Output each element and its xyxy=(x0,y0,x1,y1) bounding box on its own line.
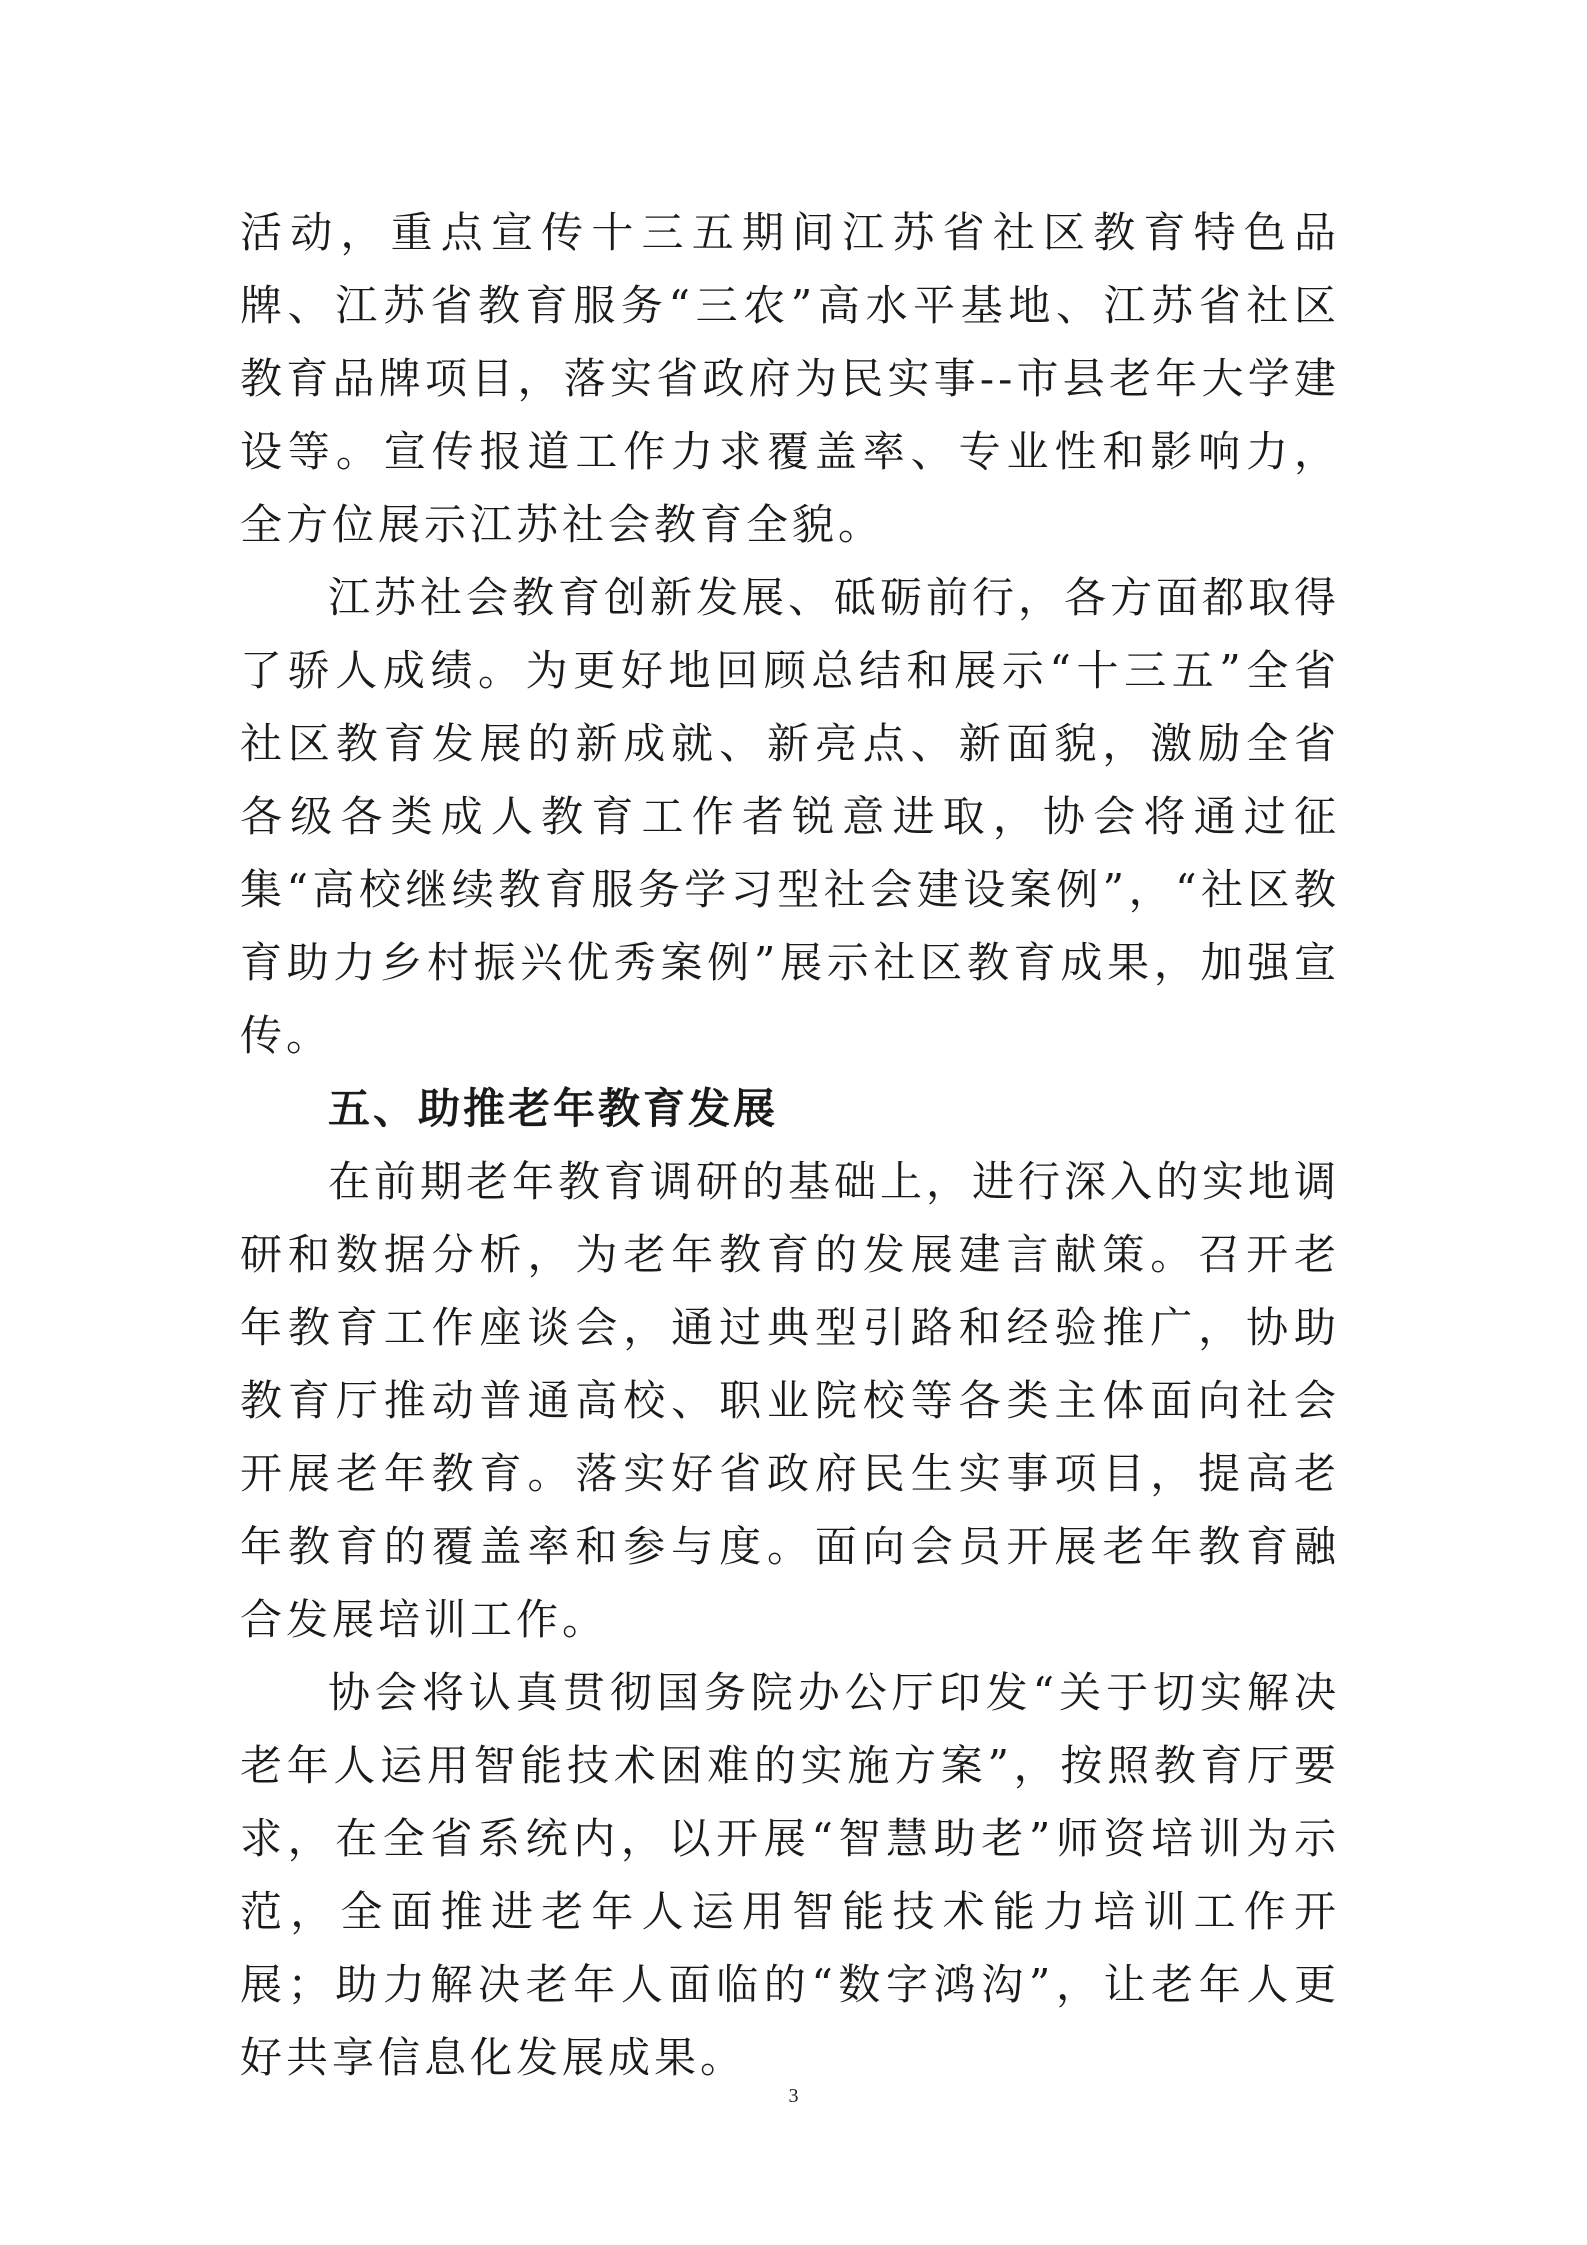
paragraph-publicity-continued: 活动，重点宣传十三五期间江苏省社区教育特色品牌、江苏省教育服务“三农”高水平基地、江苏省社区教育品牌项目，落实省政府为民实事--市县老年大学建设等。宣传报道工作力求覆盖率、专业性和影响力，全方位展示江苏社会教育全貌。 xyxy=(240,208,1340,549)
page-number: 3 xyxy=(788,2085,799,2107)
document-body xyxy=(240,196,1340,2094)
paragraph-achievements: 江苏社会教育创新发展、砥砺前行，各方面都取得了骄人成绩。为更好地回顾总结和展示“十三五”全省社区教育发展的新成就、新亮点、新面貌，激励全省各级各类成人教育工作者锐意进取，协会将通过征集“高校继续教育服务学习型社会建设案例”，“社区教育助力乡村振兴优秀案例”展示社区教育成果，加强宣传。 xyxy=(240,573,1341,1060)
paragraph-smart-technology: 协会将认真贯彻国务院办公厅印发“关于切实解决老年人运用智能技术困难的实施方案”，按照教育厅要求，在全省系统内，以开展“智慧助老”师资培训为示范，全面推进老年人运用智能技术能力培训工作开展；助力解决老年人面临的“数字鸿沟”，让老年人更好共享信息化发展成果。 xyxy=(240,1668,1340,2082)
section-heading-elderly-education: 五、助推老年教育发展 xyxy=(328,1084,779,1133)
paragraph-elderly-research: 在前期老年教育调研的基础上，进行深入的实地调研和数据分析，为老年教育的发展建言献策。召开老年教育工作座谈会，通过典型引路和经验推广，协助教育厅推动普通高校、职业院校等各类主体面向社会开展老年教育。落实好省政府民生实事项目，提高老年教育的覆盖率和参与度。面向会员开展老年教育融合发展培训工作。 xyxy=(240,1157,1341,1644)
